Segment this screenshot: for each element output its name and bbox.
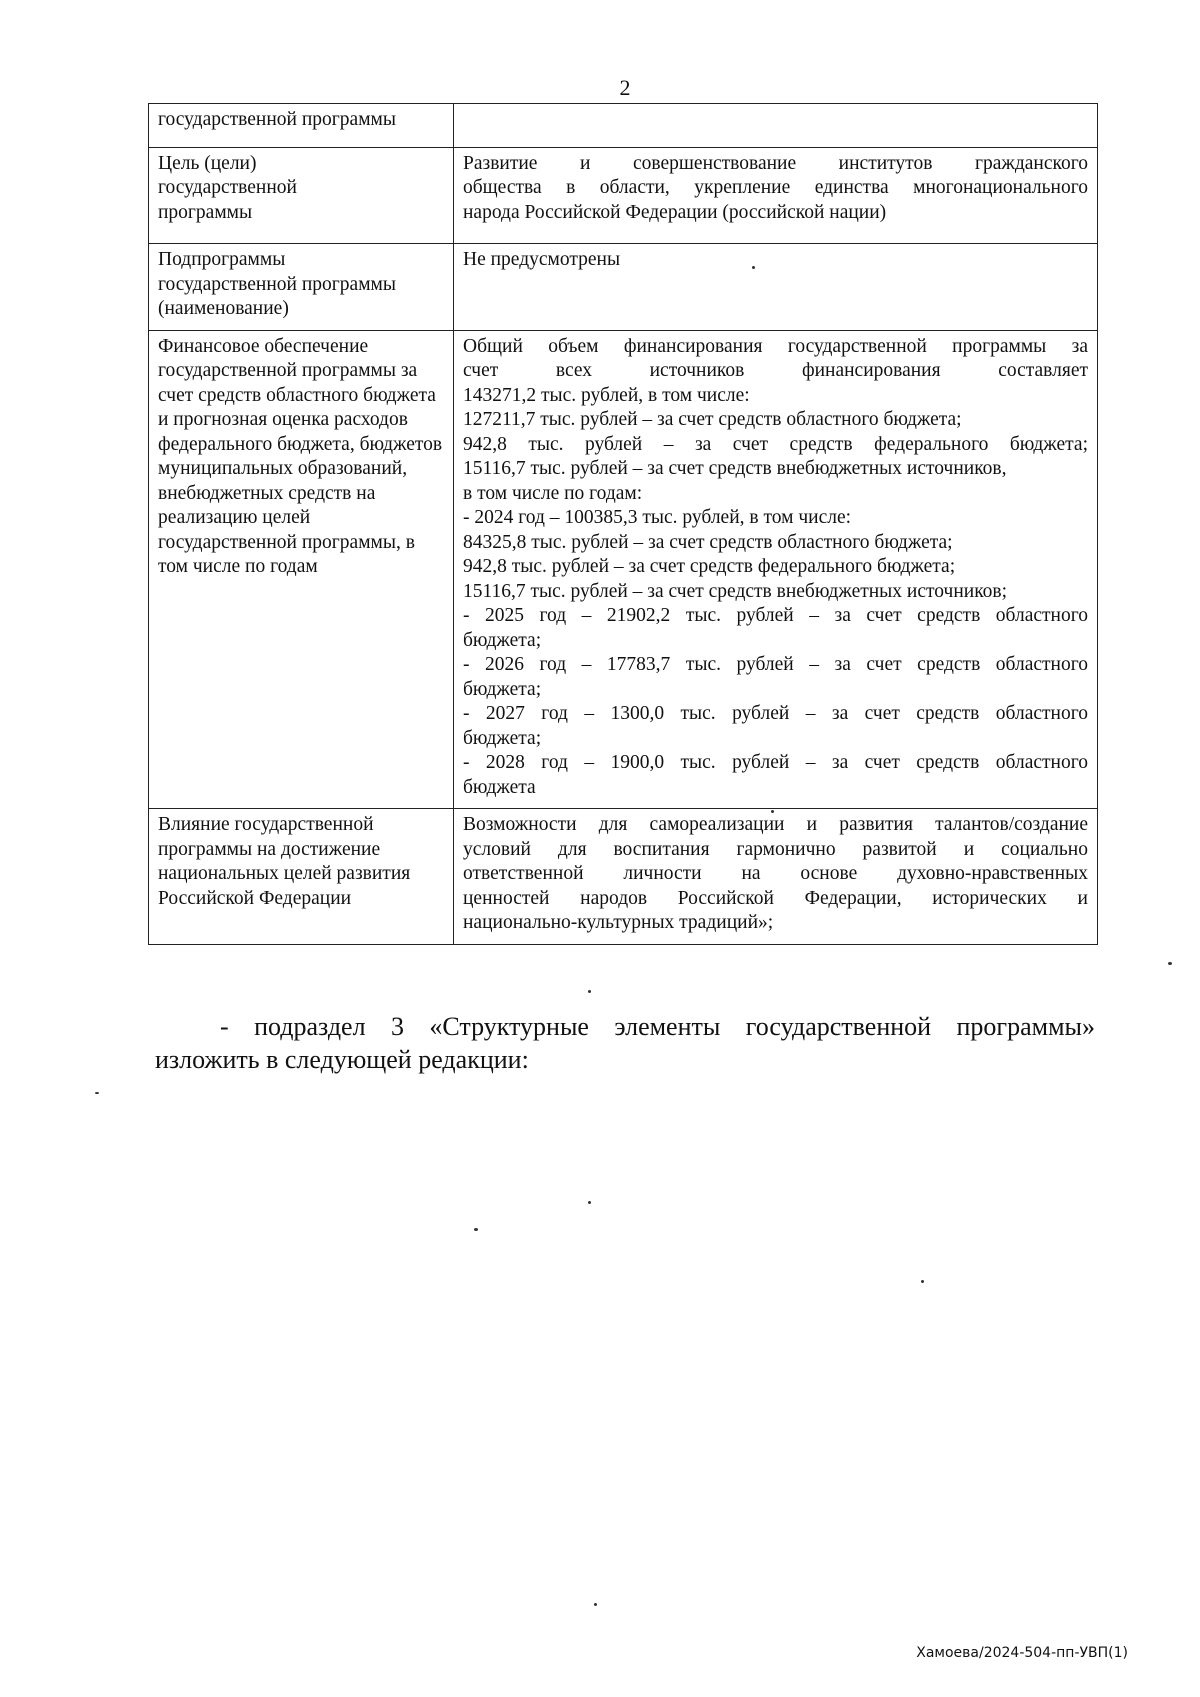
value-line: национально-культурных традиций»; xyxy=(463,912,774,933)
value-line: счет всех источников финансирования составляет xyxy=(463,360,1088,381)
scan-speck xyxy=(95,1092,99,1094)
value-line: народа Российской Федерации (российской нации) xyxy=(463,201,887,223)
value-line: 127211,7 тыс. рублей – за счет средств областного бюджета; xyxy=(463,409,962,430)
value-line: 84325,8 тыс. рублей – за счет средств областного бюджета; xyxy=(463,531,953,553)
row-label: государственной программы xyxy=(149,104,454,148)
row-value-subprograms xyxy=(454,244,1098,331)
value-line: Не предусмотрены xyxy=(463,249,621,270)
value-line: 143271,2 тыс. рублей, в том числе: xyxy=(463,384,750,406)
amendment-instruction xyxy=(155,1010,1095,1076)
scan-speck xyxy=(921,1280,924,1283)
value-line: ценностей народов Российской Федерации, исторических и xyxy=(463,887,1088,909)
value-line: 942,8 тыс. рублей – за счет средств федерального бюджета; xyxy=(463,433,1088,455)
row-value-financing xyxy=(454,330,1098,809)
instruction-line: изложить в следующей редакции: xyxy=(155,1045,529,1074)
row-value-impact xyxy=(454,809,1098,945)
program-passport-table xyxy=(148,103,1098,945)
value-line: бюджета; xyxy=(463,727,542,749)
row-value-goal xyxy=(454,147,1098,244)
scan-speck xyxy=(588,990,591,993)
scan-speck xyxy=(1168,962,1172,965)
scan-speck xyxy=(588,1201,591,1204)
row-label: Финансовое обеспечение государственной программы за счет средств областного бюджета и прогнозная оценка расходов федерального бюджета, бюджетов муниципальных образований, внебюджетных средств на реализацию целей государственной программы, в том числе по годам xyxy=(149,330,454,809)
table-row xyxy=(149,104,1098,148)
row-label: Подпрограммы государственной программы (наименование) xyxy=(149,244,454,331)
value-line: Общий объем финансирования государственной программы за xyxy=(463,335,1088,357)
value-line: 942,8 тыс. рублей – за счет средств федерального бюджета; xyxy=(463,556,956,577)
table-row xyxy=(149,330,1098,809)
row-label: Цель (цели) государственной программы xyxy=(149,147,454,244)
scan-speck xyxy=(594,1603,597,1606)
table-row xyxy=(149,147,1098,244)
value-line: бюджета xyxy=(463,776,536,798)
value-line: 15116,7 тыс. рублей – за счет средств внебюджетных источников; xyxy=(463,580,1008,602)
value-line: общества в области, укрепление единства многонационального xyxy=(463,177,1088,198)
value-line: - 2027 год – 1300,0 тыс. рублей – за счет средств областного xyxy=(463,703,1088,724)
scan-speck xyxy=(474,1228,478,1231)
value-line: 15116,7 тыс. рублей – за счет средств внебюджетных источников, xyxy=(463,458,1007,479)
table-row xyxy=(149,244,1098,331)
instruction-line: - подраздел 3 «Структурные элементы государственной программы» xyxy=(220,1012,1095,1041)
value-line: в том числе по годам: xyxy=(463,482,643,504)
scan-speck xyxy=(752,266,755,269)
value-line: - 2025 год – 21902,2 тыс. рублей – за счет средств областного xyxy=(463,605,1088,626)
row-value-empty xyxy=(454,104,1098,148)
scan-speck xyxy=(771,810,774,813)
value-line: - 2024 год – 100385,3 тыс. рублей, в том числе: xyxy=(463,507,852,528)
row-label: Влияние государственной программы на достижение национальных целей развития Российской Федерации xyxy=(149,809,454,945)
value-line: условий для воспитания гармонично развитой и социально xyxy=(463,838,1088,860)
value-line: - 2028 год – 1900,0 тыс. рублей – за счет средств областного xyxy=(463,752,1088,773)
value-line: - 2026 год – 17783,7 тыс. рублей – за счет средств областного xyxy=(463,654,1088,675)
page-number: 2 xyxy=(619,75,631,100)
value-line: бюджета; xyxy=(463,678,542,700)
value-line: бюджета; xyxy=(463,629,542,651)
value-line: ответственной личности на основе духовно-нравственных xyxy=(463,863,1088,884)
value-line: Возможности для самореализации и развития талантов/создание xyxy=(463,814,1088,835)
table-row xyxy=(149,809,1098,945)
value-line: Развитие и совершенствование институтов гражданского xyxy=(463,152,1088,174)
document-footer-code: Хамоева/2024-504-пп-УВП(1) xyxy=(916,1645,1128,1661)
